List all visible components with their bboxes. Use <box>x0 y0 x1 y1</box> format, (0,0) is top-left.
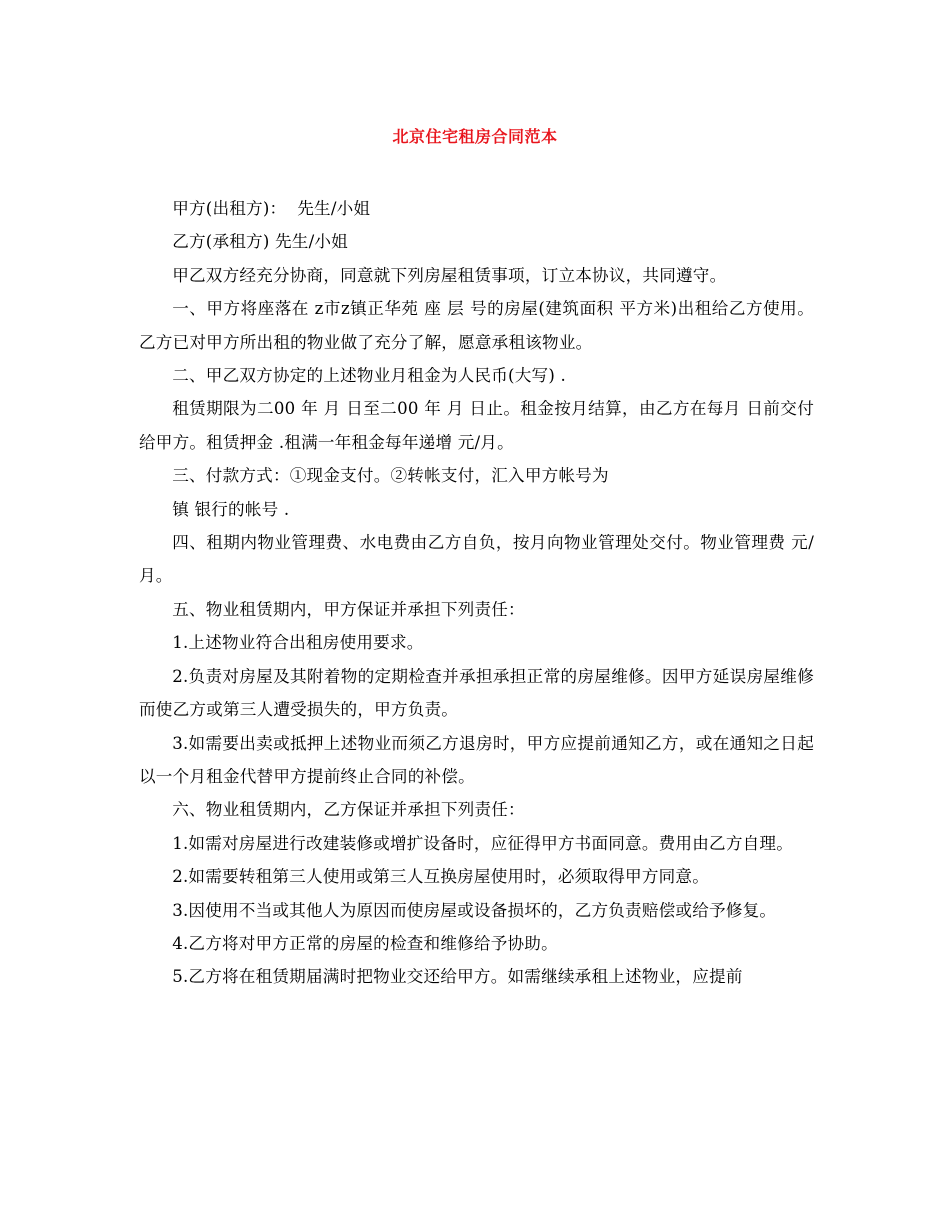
lease-term: 租赁期限为二00 年 月 日至二00 年 月 日止。租金按月结算，由乙方在每月 日前交付给甲方。租赁押金 .租满一年租金每年递增 元/月。 <box>139 399 814 452</box>
clause-2: 二、甲乙双方协定的上述物业月租金为人民币(大写) . <box>172 366 566 386</box>
clause-4: 四、租期内物业管理费、水电费由乙方自负，按月向物业管理处交付。物业管理费 元/月。 <box>139 533 814 586</box>
clause-6-item-5: 5.乙方将在租赁期届满时把物业交还给甲方。如需继续承租上述物业，应提前 <box>172 967 743 987</box>
party-b-line: 乙方(承租方) 先生/小姐 <box>172 232 348 252</box>
clause-6-item-2: 2.如需要转租第三人使用或第三人互换房屋使用时，必须取得甲方同意。 <box>172 867 710 887</box>
clause-6: 六、物业租赁期内，乙方保证并承担下列责任： <box>172 800 525 820</box>
clause-5-item-2: 2.负责对房屋及其附着物的定期检查并承担承担正常的房屋维修。因甲方延误房屋维修而使乙方或第三人遭受损失的，甲方负责。 <box>139 666 814 720</box>
clause-5: 五、物业租赁期内，甲方保证并承担下列责任： <box>172 599 525 619</box>
clause-6-item-1: 1.如需对房屋进行改建装修或增扩设备时，应征得甲方书面同意。费用由乙方自理。 <box>172 833 793 853</box>
party-a-line: 甲方(出租方)： 先生/小姐 <box>172 199 371 218</box>
clause-5-item-1: 1.上述物业符合出租房使用要求。 <box>172 633 424 653</box>
clause-1: 一、甲方将座落在 z市z镇正华苑 座 层 号的房屋(建筑面积 平方米)出租给乙方使用。乙方已对甲方所出租的物业做了充分了解，愿意承租该物业。 <box>139 299 814 352</box>
clause-3: 三、付款方式：①现金支付。②转帐支付，汇入甲方帐号为 <box>172 466 609 486</box>
bank-account-line: 镇 银行的帐号 . <box>172 499 290 519</box>
document-title: 北京住宅租房合同范本 <box>392 127 558 146</box>
clause-6-item-4: 4.乙方将对甲方正常的房屋的检查和维修给予协助。 <box>172 933 558 953</box>
agreement-intro: 甲乙双方经充分协商，同意就下列房屋租赁事项，订立本协议，共同遵守。 <box>172 265 727 285</box>
clause-5-item-3: 3.如需要出卖或抵押上述物业而须乙方退房时，甲方应提前通知乙方，或在通知之日起以一个月租金代替甲方提前终止合同的补偿。 <box>139 733 814 786</box>
document-body <box>139 192 814 994</box>
clause-6-item-3: 3.因使用不当或其他人为原因而使房屋或设备损坏的，乙方负责赔偿或给予修复。 <box>172 900 777 920</box>
